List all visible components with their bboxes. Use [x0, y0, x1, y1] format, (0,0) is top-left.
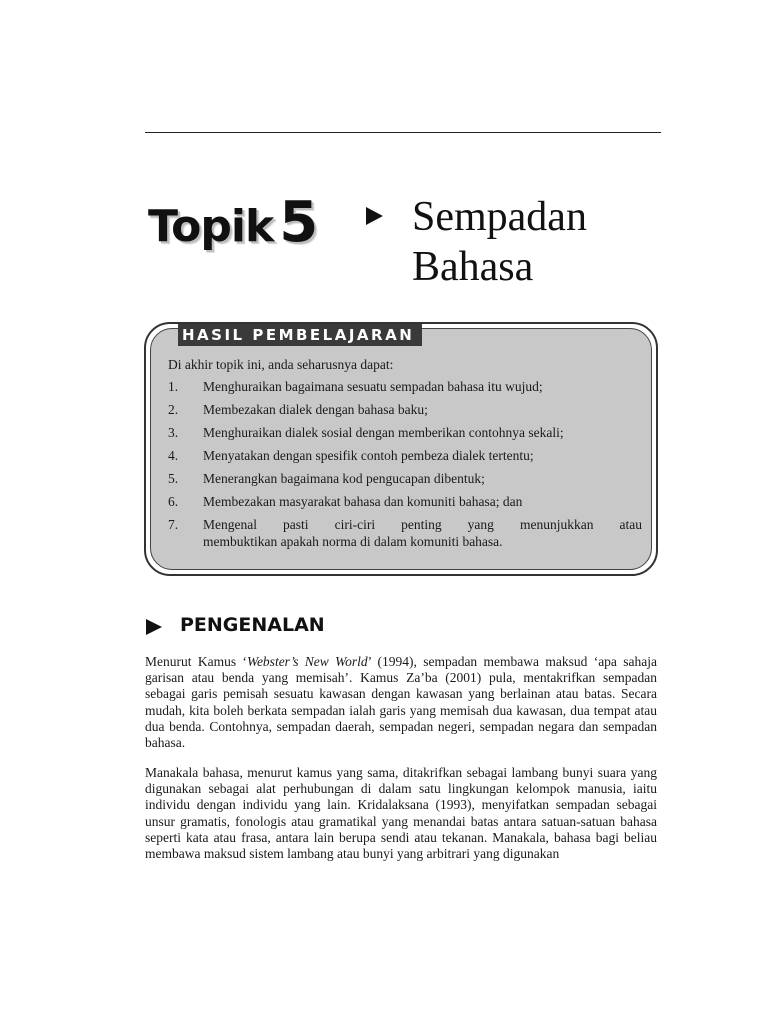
list-item-text: Membezakan masyarakat bahasa dan komuniti bahasa; dan — [203, 494, 523, 509]
chapter-title-line-1: Sempadan — [412, 194, 587, 240]
header-rule — [145, 132, 661, 133]
list-item-number: 2. — [168, 402, 179, 417]
list-item — [168, 424, 642, 441]
list-item — [168, 493, 642, 510]
learning-outcomes-intro: Di akhir topik ini, anda seharusnya dapat: — [168, 357, 394, 372]
section-title: PENGENALAN — [180, 614, 325, 636]
list-item-number: 6. — [168, 494, 179, 509]
learning-outcomes-label: HASIL PEMBELAJARAN — [178, 324, 422, 346]
list-item-text-line-2: membuktikan apakah norma di dalam komuniti bahasa. — [203, 534, 503, 549]
list-item — [168, 516, 642, 550]
topic-word: Topik — [148, 201, 274, 252]
topic-number: 5 — [279, 190, 318, 255]
paragraph-text: Menurut Kamus ‘ — [145, 654, 247, 669]
paragraph-text: ’ (1994), sempadan membawa maksud ‘apa sahaja garisan atau benda yang memisah’. Kamus Za’ba (2001) pula, mentakrifkan sempadan sebagai garis pemisah sesuatu kawasan dengan kawasan yang berlainan atau batas. Secara mudah, kita boleh berkata sempadan ialah garis yang memisah dua kawasan, dua tempat atau dua benda. Contohnya, sempadan daerah, sempadan negeri, sempadan negara dan sempadan bahasa. — [145, 654, 658, 751]
book-title: Webster’s New World — [246, 654, 368, 669]
list-item-text: Membezakan dialek dengan bahasa baku; — [203, 402, 428, 417]
play-arrow-icon — [146, 619, 162, 635]
chapter-title — [412, 192, 587, 292]
list-item — [168, 447, 642, 464]
paragraph: Manakala bahasa, menurut kamus yang sama, ditakrifkan sebagai lambang bunyi suara yang digunakan sebagai alat perhubungan di dalam satu lingkungan kelompok manusia, iaitu individu dengan individu yang lain. Kridalaksana (1993), menyifatkan sempadan sebagai unsur gramatis, fonologis atau gramatikal yang menandai batas antara satuan-satuan bahasa seperti kata atau frasa, antara lain berupa sendi atau tekanan. Manakala, bahasa bagi beliau membawa maksud sistem lambang atau bunyi yang arbitrari yang digunakan — [145, 765, 657, 862]
play-arrow-icon — [366, 207, 383, 225]
list-item-number: 5. — [168, 471, 179, 486]
list-item-text: Menyatakan dengan spesifik contoh pembeza dialek tertentu; — [203, 448, 534, 463]
list-item-text: Menghuraikan bagaimana sesuatu sempadan bahasa itu wujud; — [203, 379, 543, 394]
list-item-text: Menerangkan bagaimana kod pengucapan dibentuk; — [203, 471, 485, 486]
paragraph — [145, 654, 657, 751]
chapter-title-line-2: Bahasa — [412, 244, 534, 290]
list-item-text-line-1: Mengenal pasti ciri-ciri penting yang menunjukkan atau — [203, 517, 642, 532]
list-item — [168, 470, 642, 487]
list-item-number: 3. — [168, 425, 179, 440]
list-item-number: 1. — [168, 379, 179, 394]
list-item-text: Menghuraikan dialek sosial dengan memberikan contohnya sekali; — [203, 425, 564, 440]
list-item-number: 7. — [168, 517, 179, 532]
topic-heading — [148, 190, 317, 255]
list-item — [168, 378, 642, 395]
list-item-number: 4. — [168, 448, 179, 463]
list-item — [168, 401, 642, 418]
learning-outcomes-list — [168, 378, 642, 556]
